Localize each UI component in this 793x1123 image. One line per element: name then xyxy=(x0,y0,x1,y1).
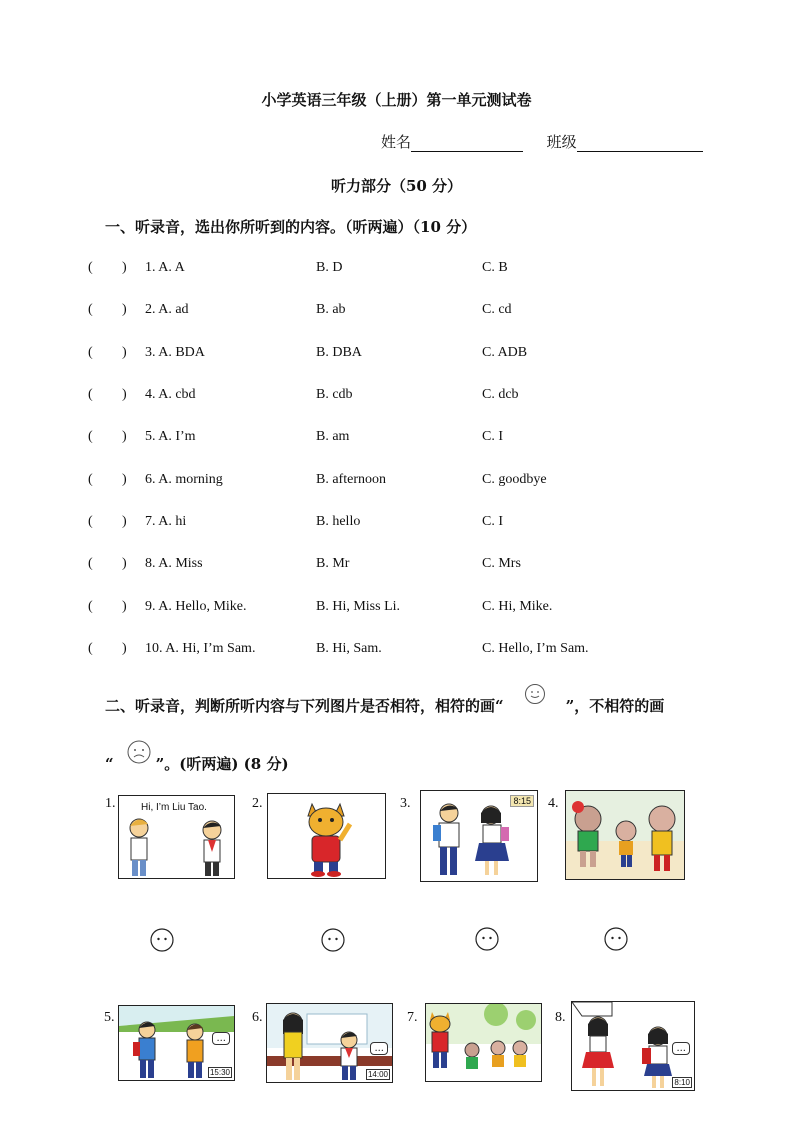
answer-paren-open: ( xyxy=(88,302,93,317)
answer-paren-close: ) xyxy=(122,556,127,571)
answer-blank[interactable] xyxy=(96,514,120,532)
answer-paren-close: ) xyxy=(122,387,127,402)
smile-face-icon[interactable] xyxy=(321,928,345,952)
option-b: B. Hi, Miss Li. xyxy=(316,599,401,614)
option-a: 9. A. Hello, Mike. xyxy=(145,599,247,614)
picture-6 xyxy=(266,1003,393,1083)
question-row xyxy=(88,472,728,492)
picture-8 xyxy=(571,1001,695,1091)
picture-number: 8. xyxy=(555,1010,566,1025)
picture-7 xyxy=(425,1003,542,1082)
answer-blank[interactable] xyxy=(96,345,120,363)
option-a: 4. A. cbd xyxy=(145,387,196,402)
speech-bubble: ... xyxy=(212,1032,230,1045)
option-b: B. Mr xyxy=(316,556,350,571)
option-c: C. cd xyxy=(482,302,512,317)
picture-3 xyxy=(420,790,538,882)
cat-and-mice-illustration xyxy=(426,1004,541,1081)
clock-badge: 14:00 xyxy=(367,1070,388,1079)
answer-paren-open: ( xyxy=(88,260,93,275)
clock-badge: 15:30 xyxy=(209,1068,230,1077)
picture-number: 2. xyxy=(252,796,263,811)
smile-face-icon[interactable] xyxy=(604,927,628,951)
picture-1 xyxy=(118,795,235,879)
option-b: B. hello xyxy=(316,514,361,529)
option-c: C. ADB xyxy=(482,345,528,360)
question-row xyxy=(88,302,728,322)
picture-number: 1. xyxy=(105,796,116,811)
question-row xyxy=(88,387,728,407)
answer-paren-close: ) xyxy=(122,345,127,360)
option-c: C. I xyxy=(482,429,503,444)
answer-blank[interactable] xyxy=(96,599,120,617)
option-a: 8. A. Miss xyxy=(145,556,203,571)
option-c: C. I xyxy=(482,514,503,529)
picture-number: 3. xyxy=(400,796,411,811)
question-row xyxy=(88,429,728,449)
part2-heading-line1 xyxy=(105,695,664,716)
option-a: 7. A. hi xyxy=(145,514,187,529)
answer-paren-close: ) xyxy=(122,641,127,656)
answer-paren-open: ( xyxy=(88,472,93,487)
part2-heading-line2 xyxy=(105,753,289,774)
answer-blank[interactable] xyxy=(96,556,120,574)
answer-blank[interactable] xyxy=(96,302,120,320)
option-a: 5. A. I’m xyxy=(145,429,196,444)
option-c: C. Mrs xyxy=(482,556,521,571)
mice-family-illustration xyxy=(566,791,684,879)
answer-paren-open: ( xyxy=(88,599,93,614)
picture-5 xyxy=(118,1005,235,1081)
class-label: 班级 xyxy=(546,133,577,151)
picture-2 xyxy=(267,793,386,879)
option-a: 6. A. morning xyxy=(145,472,223,487)
clock-badge: 8:15 xyxy=(510,795,534,807)
answer-paren-open: ( xyxy=(88,641,93,656)
answer-paren-open: ( xyxy=(88,556,93,571)
cat-mascot-illustration xyxy=(268,794,385,878)
class-field[interactable] xyxy=(577,135,703,152)
answer-paren-close: ) xyxy=(122,599,127,614)
answer-paren-close: ) xyxy=(122,514,127,529)
page-title: 小学英语三年级（上册）第一单元测试卷 xyxy=(261,91,532,109)
option-b: B. am xyxy=(316,429,350,444)
question-row xyxy=(88,599,728,619)
option-b: B. D xyxy=(316,260,343,275)
option-a: 2. A. ad xyxy=(145,302,189,317)
answer-blank[interactable] xyxy=(96,472,120,490)
option-c: C. Hello, I’m Sam. xyxy=(482,641,589,656)
option-b: B. afternoon xyxy=(316,472,386,487)
smile-face-icon xyxy=(524,683,546,705)
picture-number: 6. xyxy=(252,1010,263,1025)
option-b: B. Hi, Sam. xyxy=(316,641,382,656)
answer-paren-close: ) xyxy=(122,429,127,444)
picture-number: 7. xyxy=(407,1010,418,1025)
picture-number: 4. xyxy=(548,796,559,811)
answer-blank[interactable] xyxy=(96,260,120,278)
picture-4 xyxy=(565,790,685,880)
option-a: 1. A. A xyxy=(145,260,185,275)
option-b: B. ab xyxy=(316,302,346,317)
option-c: C. B xyxy=(482,260,508,275)
answer-paren-open: ( xyxy=(88,514,93,529)
smile-face-icon[interactable] xyxy=(150,928,174,952)
name-field[interactable] xyxy=(411,135,523,152)
answer-paren-open: ( xyxy=(88,345,93,360)
answer-paren-close: ) xyxy=(122,302,127,317)
answer-paren-close: ) xyxy=(122,260,127,275)
option-b: B. cdb xyxy=(316,387,353,402)
option-c: C. Hi, Mike. xyxy=(482,599,553,614)
question-row xyxy=(88,260,728,280)
answer-paren-open: ( xyxy=(88,387,93,402)
smile-face-icon[interactable] xyxy=(475,927,499,951)
part2-heading-d: ”。(听两遍) (8 分) xyxy=(155,755,289,773)
option-b: B. DBA xyxy=(316,345,362,360)
name-class-line xyxy=(381,131,703,152)
answer-blank[interactable] xyxy=(96,641,120,659)
speech-bubble: Hi, I’m Liu Tao. xyxy=(141,802,207,813)
answer-paren-open: ( xyxy=(88,429,93,444)
part2-heading-a: 二、听录音，判断所听内容与下列图片是否相符，相符的画“ xyxy=(105,697,504,715)
name-label: 姓名 xyxy=(381,133,412,151)
answer-blank[interactable] xyxy=(96,429,120,447)
picture-number: 5. xyxy=(104,1010,115,1025)
listening-header: 听力部分（50 分） xyxy=(330,177,463,195)
part1-heading: 一、听录音，选出你所听到的内容。（听两遍）（10 分） xyxy=(105,218,477,236)
option-a: 3. A. BDA xyxy=(145,345,205,360)
part2-heading-b: ”，不相符的画 xyxy=(565,697,665,715)
answer-paren-close: ) xyxy=(122,472,127,487)
speech-bubble: ... xyxy=(370,1042,388,1055)
option-a: 10. A. Hi, I’m Sam. xyxy=(145,641,256,656)
question-row xyxy=(88,556,728,576)
speech-bubble: ... xyxy=(672,1042,690,1055)
question-row xyxy=(88,641,728,661)
question-row xyxy=(88,345,728,365)
option-c: C. goodbye xyxy=(482,472,547,487)
clock-badge: 8:10 xyxy=(674,1078,690,1087)
question-row xyxy=(88,514,728,534)
part2-heading-c: “ xyxy=(105,755,114,773)
sad-face-icon xyxy=(126,739,152,765)
option-c: C. dcb xyxy=(482,387,519,402)
answer-blank[interactable] xyxy=(96,387,120,405)
